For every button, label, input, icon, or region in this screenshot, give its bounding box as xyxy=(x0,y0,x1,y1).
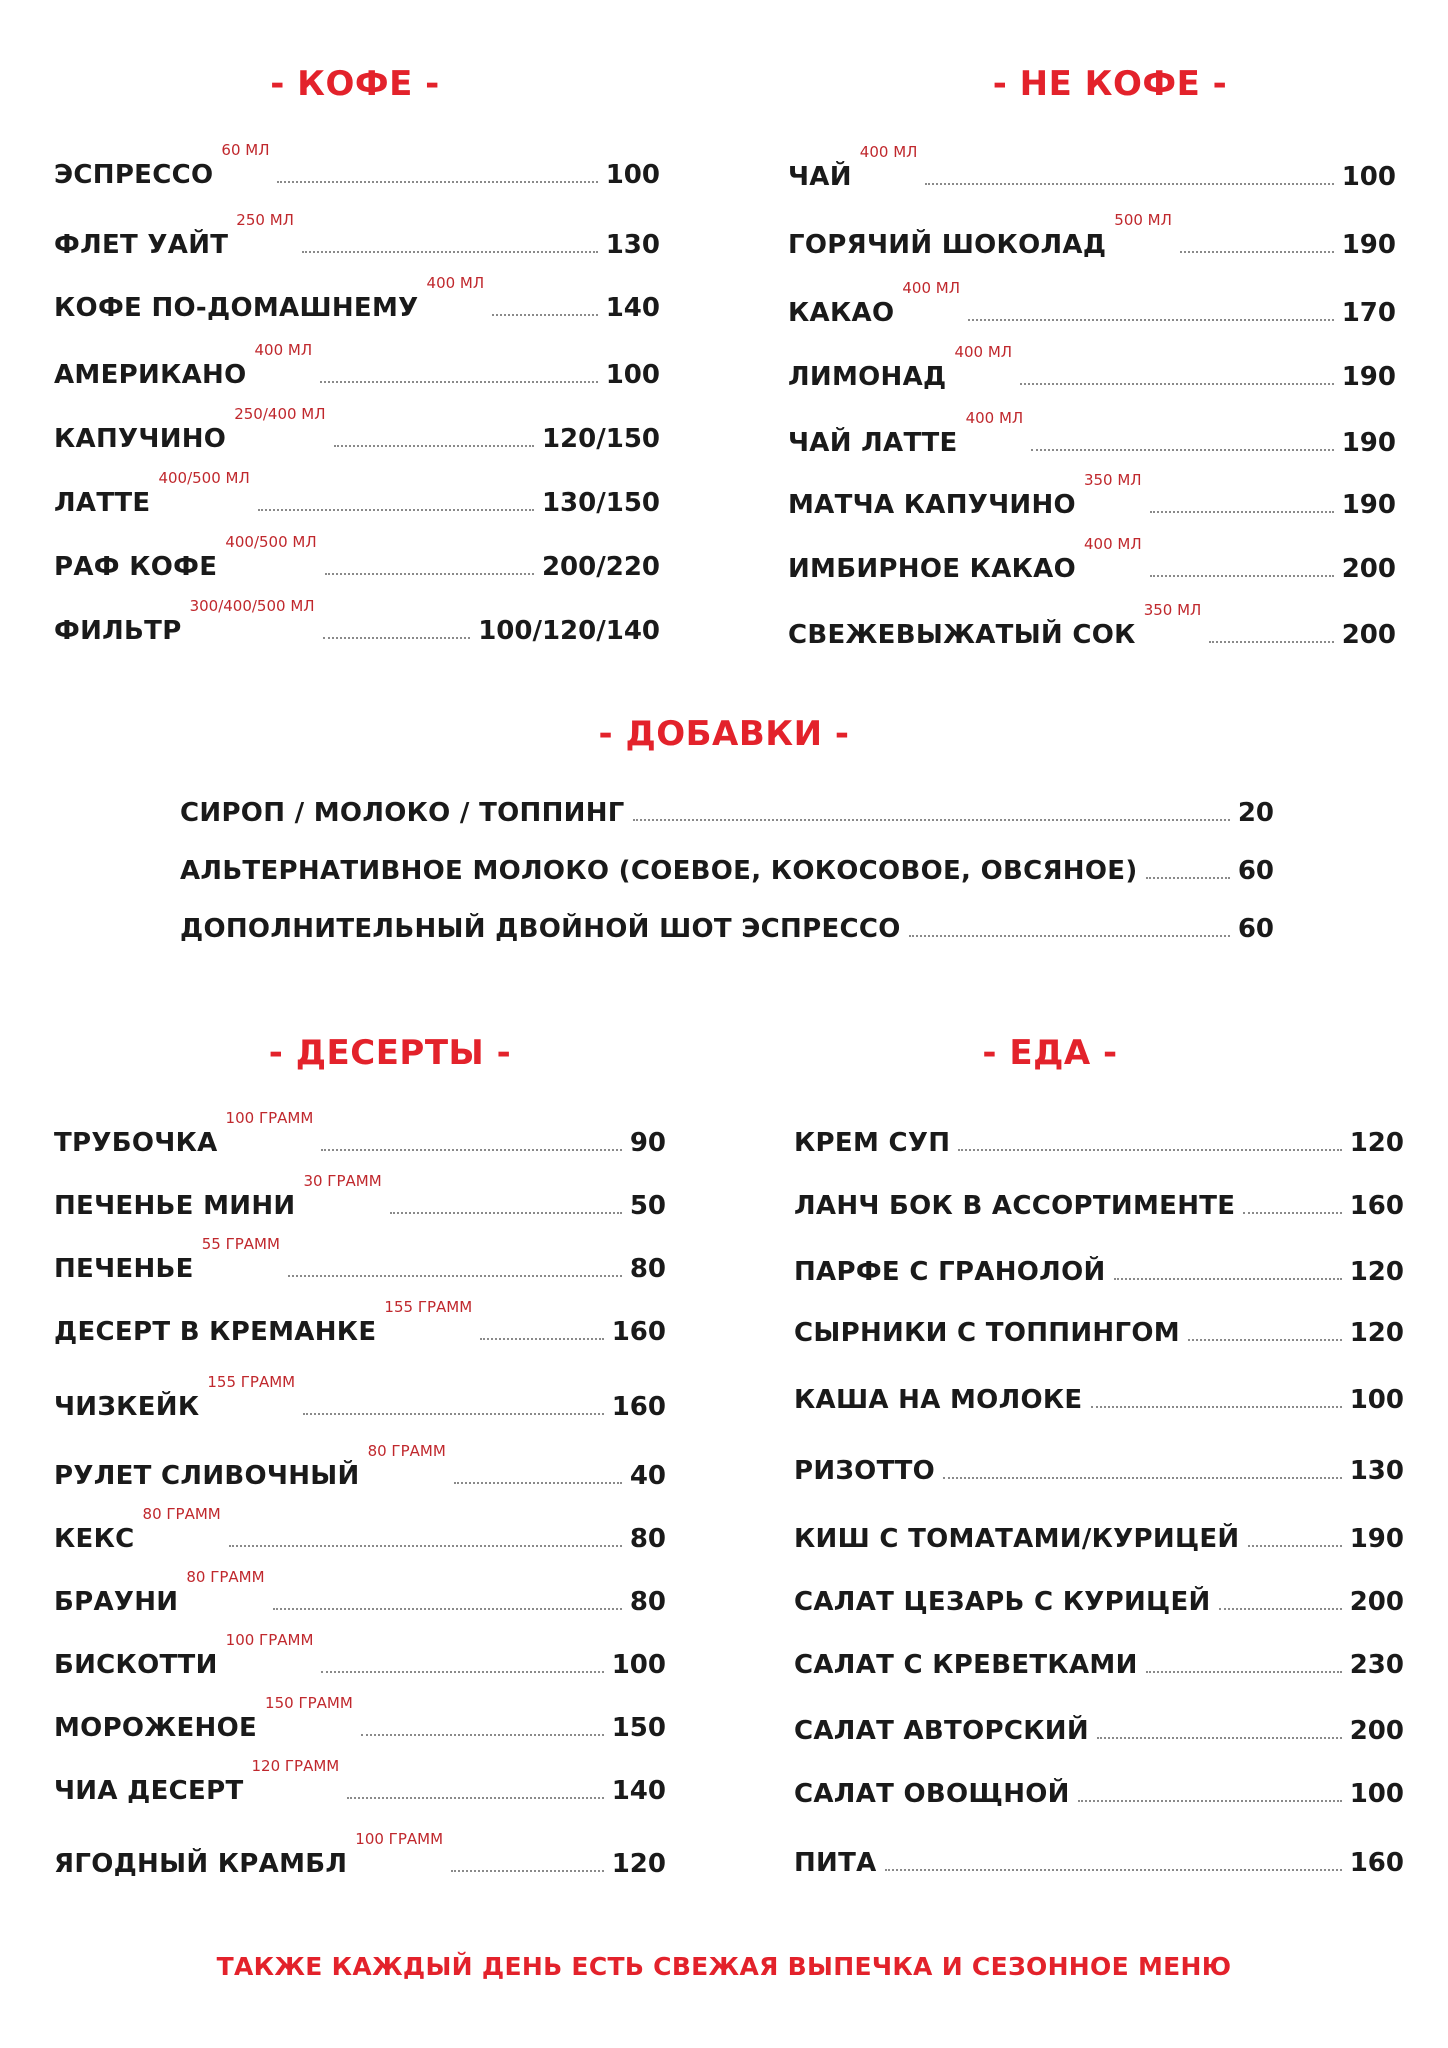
item-name: СВЕЖЕВЫЖАТЫЙ СОК xyxy=(788,620,1136,650)
item-price: 200 xyxy=(1349,1587,1404,1617)
item-price: 120 xyxy=(1349,1257,1404,1287)
item-volume: 350 МЛ xyxy=(1143,601,1202,619)
item-volume: 400/500 МЛ xyxy=(158,469,250,487)
menu-item-row xyxy=(54,211,660,260)
item-name: САЛАТ АВТОРСКИЙ xyxy=(794,1716,1089,1746)
menu-item-row xyxy=(54,533,660,582)
item-price: 60 xyxy=(1237,856,1274,886)
food-list xyxy=(794,1118,1404,1898)
item-name: КРЕМ СУП xyxy=(794,1128,951,1158)
coffee-title: - КОФЕ - xyxy=(270,64,440,104)
item-name: ПЕЧЕНЬЕ МИНИ xyxy=(54,1191,296,1221)
item-price: 120 xyxy=(611,1849,666,1879)
item-volume: 80 ГРАММ xyxy=(367,1442,446,1460)
item-price: 100 xyxy=(611,1650,666,1680)
menu-item-row xyxy=(794,1838,1404,1878)
item-name: ЧИЗКЕЙК xyxy=(54,1392,200,1422)
menu-item-row xyxy=(794,1514,1404,1554)
menu-item-row xyxy=(794,1706,1404,1746)
item-name: ЛАНЧ БОК В АССОРТИМЕНТЕ xyxy=(794,1191,1236,1221)
menu-item-row xyxy=(794,1118,1404,1158)
desserts-title: - ДЕСЕРТЫ - xyxy=(268,1033,512,1073)
item-price: 100 xyxy=(1341,162,1396,192)
item-price: 130/150 xyxy=(541,488,660,518)
menu-item-row xyxy=(794,1375,1404,1415)
menu-item-row xyxy=(180,788,1274,828)
menu-item-row xyxy=(54,469,660,518)
item-volume: 250/400 МЛ xyxy=(234,405,326,423)
item-name: ФЛЕТ УАЙТ xyxy=(54,230,229,260)
dot-leader xyxy=(1078,1800,1342,1802)
item-volume: 400 МЛ xyxy=(954,343,1013,361)
item-price: 170 xyxy=(1341,298,1396,328)
item-price: 100 xyxy=(1349,1779,1404,1809)
dot-leader xyxy=(492,314,598,316)
menu-item-row xyxy=(180,846,1274,886)
menu-item-row xyxy=(794,1577,1404,1617)
menu-item-row xyxy=(54,1694,666,1743)
dot-leader xyxy=(1146,1671,1342,1673)
item-volume: 155 ГРАММ xyxy=(207,1373,296,1391)
item-volume: 30 ГРАММ xyxy=(303,1172,382,1190)
menu-item-row xyxy=(788,343,1396,392)
item-price: 80 xyxy=(629,1587,666,1617)
dot-leader xyxy=(325,573,534,575)
dot-leader xyxy=(1243,1212,1341,1214)
item-name: ИМБИРНОЕ КАКАО xyxy=(788,554,1076,584)
item-volume: 100 ГРАММ xyxy=(355,1830,444,1848)
item-name: СЫРНИКИ С ТОППИНГОМ xyxy=(794,1318,1180,1348)
item-price: 80 xyxy=(629,1254,666,1284)
menu-item-row xyxy=(54,1830,666,1879)
item-name: ЛИМОНАД xyxy=(788,362,947,392)
item-volume: 120 ГРАММ xyxy=(251,1757,340,1775)
item-volume: 400 МЛ xyxy=(426,274,485,292)
menu-item-row xyxy=(54,1109,666,1158)
dot-leader xyxy=(1020,383,1334,385)
item-volume: 300/400/500 МЛ xyxy=(189,597,315,615)
item-price: 100 xyxy=(605,160,660,190)
dot-leader xyxy=(229,1545,622,1547)
item-name: ПАРФЕ С ГРАНОЛОЙ xyxy=(794,1257,1106,1287)
item-price: 100/120/140 xyxy=(478,616,660,646)
item-price: 160 xyxy=(611,1317,666,1347)
dot-leader xyxy=(303,1413,604,1415)
item-name: БИСКОТТИ xyxy=(54,1650,218,1680)
item-price: 20 xyxy=(1237,798,1274,828)
item-price: 190 xyxy=(1341,490,1396,520)
item-name: АЛЬТЕРНАТИВНОЕ МОЛОКО (СОЕВОЕ, КОКОСОВОЕ, ОВСЯНОЕ) xyxy=(180,856,1138,886)
item-name: ЧАЙ ЛАТТЕ xyxy=(788,428,958,458)
item-name: ЭСПРЕССО xyxy=(54,160,214,190)
item-name: КЕКС xyxy=(54,1524,135,1554)
item-price: 140 xyxy=(611,1776,666,1806)
menu-item-row xyxy=(54,1631,666,1680)
item-price: 160 xyxy=(1349,1848,1404,1878)
item-price: 200/220 xyxy=(541,552,660,582)
item-price: 160 xyxy=(1349,1191,1404,1221)
dot-leader xyxy=(302,251,598,253)
menu-item-row xyxy=(54,1505,666,1554)
item-volume: 400 МЛ xyxy=(902,279,960,297)
item-name: ПЕЧЕНЬЕ xyxy=(54,1254,194,1284)
item-volume: 80 ГРАММ xyxy=(186,1568,265,1586)
item-name: ГОРЯЧИЙ ШОКОЛАД xyxy=(788,230,1107,260)
item-price: 190 xyxy=(1341,230,1396,260)
item-price: 160 xyxy=(611,1392,666,1422)
item-volume: 350 МЛ xyxy=(1083,471,1142,489)
desserts-list xyxy=(54,1109,666,1898)
dot-leader xyxy=(361,1734,604,1736)
dot-leader xyxy=(1188,1339,1342,1341)
menu-item-row xyxy=(54,1373,666,1422)
item-name: КАКАО xyxy=(788,298,895,328)
item-name: МОРОЖЕНОЕ xyxy=(54,1713,258,1743)
menu-item-row xyxy=(788,211,1396,260)
menu-item-row xyxy=(54,1568,666,1617)
item-price: 200 xyxy=(1341,554,1396,584)
item-volume: 400 МЛ xyxy=(1084,535,1142,553)
dot-leader xyxy=(943,1477,1342,1479)
item-price: 80 xyxy=(629,1524,666,1554)
menu-item-row xyxy=(54,597,660,646)
item-price: 130 xyxy=(1349,1456,1404,1486)
menu-item-row xyxy=(788,279,1396,328)
dot-leader xyxy=(390,1212,622,1214)
item-name: ЯГОДНЫЙ КРАМБЛ xyxy=(54,1849,348,1879)
item-price: 120 xyxy=(1349,1318,1404,1348)
menu-item-row xyxy=(54,405,660,454)
menu-item-row xyxy=(54,1235,666,1284)
footer-note: ТАКЖЕ КАЖДЫЙ ДЕНЬ ЕСТЬ СВЕЖАЯ ВЫПЕЧКА И СЕЗОННОЕ МЕНЮ xyxy=(216,1952,1232,1981)
item-price: 120 xyxy=(1349,1128,1404,1158)
menu-item-row xyxy=(180,904,1274,944)
item-name: АМЕРИКАНО xyxy=(54,360,247,390)
item-volume: 400 МЛ xyxy=(254,341,313,359)
item-name: БРАУНИ xyxy=(54,1587,179,1617)
dot-leader xyxy=(347,1797,603,1799)
dot-leader xyxy=(454,1482,622,1484)
item-name: КИШ С ТОМАТАМИ/КУРИЦЕЙ xyxy=(794,1524,1240,1554)
menu-item-row xyxy=(54,1172,666,1221)
dot-leader xyxy=(1150,575,1334,577)
dot-leader xyxy=(480,1338,604,1340)
item-volume: 400 МЛ xyxy=(859,143,918,161)
item-volume: 55 ГРАММ xyxy=(201,1235,280,1253)
dot-leader xyxy=(1248,1545,1342,1547)
dot-leader xyxy=(1150,511,1334,513)
dot-leader xyxy=(451,1870,604,1872)
dot-leader xyxy=(277,181,597,183)
dot-leader xyxy=(925,183,1333,185)
menu-item-row xyxy=(794,1446,1404,1486)
menu-item-row xyxy=(794,1308,1404,1348)
item-name: ЧИА ДЕСЕРТ xyxy=(54,1776,244,1806)
item-name: КАША НА МОЛОКЕ xyxy=(794,1385,1083,1415)
item-name: ДОПОЛНИТЕЛЬНЫЙ ДВОЙНОЙ ШОТ ЭСПРЕССО xyxy=(180,914,901,944)
item-price: 150 xyxy=(611,1713,666,1743)
item-name: РУЛЕТ СЛИВОЧНЫЙ xyxy=(54,1461,360,1491)
dot-leader xyxy=(288,1275,622,1277)
item-price: 130 xyxy=(605,230,660,260)
additions-title: - ДОБАВКИ - xyxy=(598,714,850,754)
item-volume: 150 ГРАММ xyxy=(265,1694,353,1712)
dot-leader xyxy=(273,1608,622,1610)
menu-item-row xyxy=(794,1769,1404,1809)
item-price: 40 xyxy=(629,1461,666,1491)
item-name: ФИЛЬТР xyxy=(54,616,182,646)
dot-leader xyxy=(885,1869,1342,1871)
dot-leader xyxy=(968,319,1334,321)
item-price: 60 xyxy=(1237,914,1274,944)
menu-item-row xyxy=(794,1247,1404,1287)
menu-item-row xyxy=(788,535,1396,584)
item-name: ПИТА xyxy=(794,1848,877,1878)
menu-item-row xyxy=(794,1640,1404,1680)
dot-leader xyxy=(334,445,534,447)
item-price: 100 xyxy=(1349,1385,1404,1415)
item-name: РИЗОТТО xyxy=(794,1456,936,1486)
item-name: САЛАТ С КРЕВЕТКАМИ xyxy=(794,1650,1138,1680)
item-name: ТРУБОЧКА xyxy=(54,1128,218,1158)
not-coffee-list xyxy=(788,143,1396,672)
menu-item-row xyxy=(54,141,660,190)
item-name: ЛАТТЕ xyxy=(54,488,151,518)
menu-item-row xyxy=(54,274,660,323)
dot-leader xyxy=(1114,1278,1342,1280)
menu-item-row xyxy=(788,601,1396,650)
dot-leader xyxy=(258,509,534,511)
item-price: 190 xyxy=(1349,1524,1404,1554)
item-price: 200 xyxy=(1341,620,1396,650)
item-volume: 100 ГРАММ xyxy=(225,1631,314,1649)
item-name: САЛАТ ОВОЩНОЙ xyxy=(794,1779,1070,1809)
item-price: 90 xyxy=(629,1128,666,1158)
dot-leader xyxy=(323,637,471,639)
food-title: - ЕДА - xyxy=(982,1033,1118,1073)
item-price: 140 xyxy=(605,293,660,323)
item-name: СИРОП / МОЛОКО / ТОППИНГ xyxy=(180,798,625,828)
menu-item-row xyxy=(54,1442,666,1491)
dot-leader xyxy=(1209,641,1333,643)
item-price: 50 xyxy=(629,1191,666,1221)
dot-leader xyxy=(1031,449,1334,451)
item-name: САЛАТ ЦЕЗАРЬ С КУРИЦЕЙ xyxy=(794,1587,1211,1617)
menu-item-row xyxy=(54,341,660,390)
menu-item-row xyxy=(54,1757,666,1806)
coffee-list xyxy=(54,141,660,670)
dot-leader xyxy=(1180,251,1334,253)
item-name: МАТЧА КАПУЧИНО xyxy=(788,490,1076,520)
item-volume: 500 МЛ xyxy=(1114,211,1172,229)
dot-leader xyxy=(958,1149,1341,1151)
item-name: РАФ КОФЕ xyxy=(54,552,218,582)
item-name: ЧАЙ xyxy=(788,162,852,192)
item-price: 100 xyxy=(605,360,660,390)
item-volume: 400 МЛ xyxy=(965,409,1024,427)
item-volume: 100 ГРАММ xyxy=(225,1109,314,1127)
item-name: КАПУЧИНО xyxy=(54,424,227,454)
menu-item-row xyxy=(788,143,1396,192)
item-price: 120/150 xyxy=(541,424,660,454)
menu-item-row xyxy=(788,409,1396,458)
dot-leader xyxy=(1097,1737,1342,1739)
item-price: 200 xyxy=(1349,1716,1404,1746)
dot-leader xyxy=(1146,877,1230,879)
dot-leader xyxy=(909,935,1230,937)
item-volume: 80 ГРАММ xyxy=(142,1505,221,1523)
item-name: ДЕСЕРТ В КРЕМАНКЕ xyxy=(54,1317,377,1347)
item-volume: 250 МЛ xyxy=(236,211,294,229)
item-name: КОФЕ ПО-ДОМАШНЕМУ xyxy=(54,293,419,323)
item-volume: 155 ГРАММ xyxy=(384,1298,473,1316)
menu-item-row xyxy=(794,1181,1404,1221)
menu-item-row xyxy=(54,1298,666,1347)
additions-list xyxy=(180,788,1274,948)
menu-item-row xyxy=(788,471,1396,520)
dot-leader xyxy=(1091,1406,1342,1408)
item-price: 230 xyxy=(1349,1650,1404,1680)
dot-leader xyxy=(321,1149,622,1151)
item-volume: 60 МЛ xyxy=(221,141,270,159)
dot-leader xyxy=(633,819,1230,821)
item-price: 190 xyxy=(1341,428,1396,458)
item-price: 190 xyxy=(1341,362,1396,392)
dot-leader xyxy=(1219,1608,1342,1610)
dot-leader xyxy=(320,381,598,383)
dot-leader xyxy=(321,1671,603,1673)
not-coffee-title: - НЕ КОФЕ - xyxy=(992,64,1228,104)
item-volume: 400/500 МЛ xyxy=(225,533,317,551)
